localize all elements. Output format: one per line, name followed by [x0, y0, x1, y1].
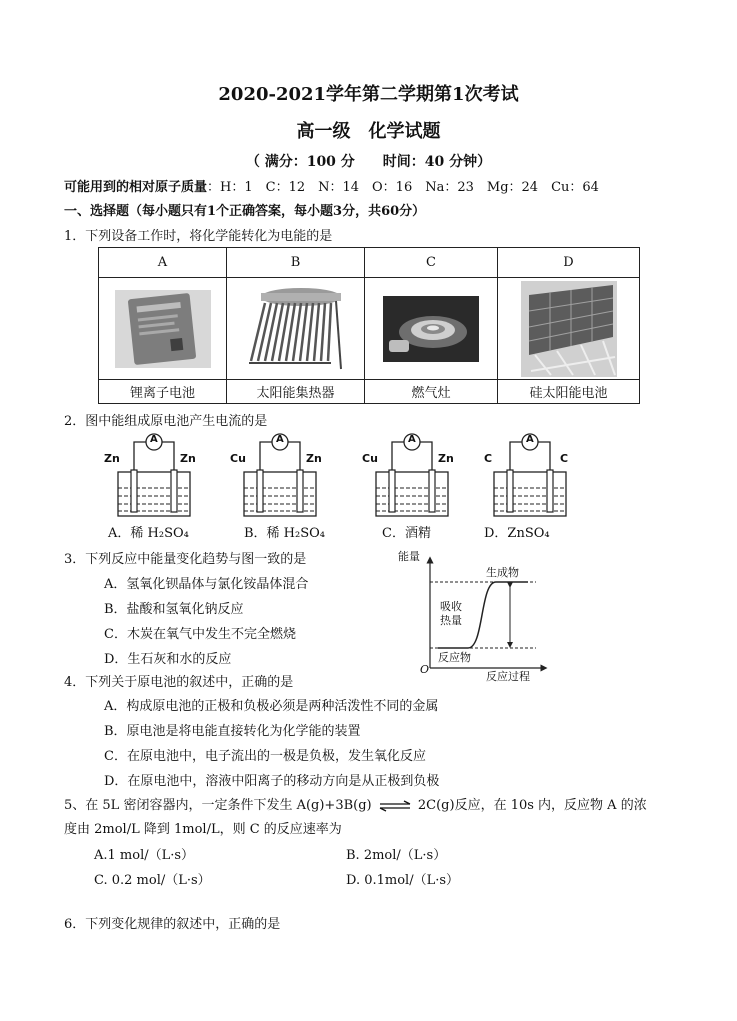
graph-reactant-label: 反应物	[438, 651, 471, 664]
cell-diagram-a	[104, 430, 204, 520]
energy-diagram	[398, 548, 548, 683]
electrode-left: Cu	[230, 452, 246, 465]
ammeter-label: A	[150, 434, 158, 445]
cell-caption-c: C．酒精	[382, 526, 431, 541]
q1-stem: 1．下列设备工作时，将化学能转化为电能的是	[64, 229, 333, 244]
electrode-right: C	[560, 452, 569, 465]
q1-device-name: 硅太阳能电池	[498, 380, 640, 404]
electrode-left: Zn	[104, 452, 120, 465]
cell-diagram-c	[362, 430, 462, 520]
q1-col-letter: A	[99, 248, 227, 278]
atomic-mass-values: ：H：1 C：12 N：14 O：16 Na：23 Mg：24 Cu：64	[207, 180, 599, 195]
q4-option-c: C．在原电池中，电子流出的一极是负极，发生氧化反应	[104, 749, 426, 764]
q1-device-name: 锂离子电池	[99, 380, 227, 404]
ammeter-label: A	[276, 434, 284, 445]
q1-col-letter: D	[498, 248, 640, 278]
cell-caption-d: D．ZnSO₄	[484, 526, 550, 541]
q2-stem: 2．图中能组成原电池产生电流的是	[64, 414, 268, 429]
graph-absorb-label-1: 吸收	[440, 600, 462, 613]
graph-absorb-label-2: 热量	[440, 614, 462, 627]
q3-option-b: B．盐酸和氢氧化钠反应	[104, 602, 244, 617]
solar-water-heater-image	[241, 285, 351, 373]
exam-info: （ 满分：100 分 时间：40 分钟）	[245, 154, 492, 170]
electrode-right: Zn	[438, 452, 454, 465]
lithium-battery-image	[115, 290, 211, 368]
q1-image-cell	[227, 278, 365, 380]
section-heading: 一、选择题（每小题只有1个正确答案，每小题3分，共60分）	[64, 204, 426, 219]
q5-stem-part1: 5、在 5L 密闭容器内，一定条件下发生 A(g)+3B(g)	[64, 798, 372, 813]
q1-image-cell	[99, 278, 227, 380]
electrode-left: Cu	[362, 452, 378, 465]
q5-option-a: A.1 mol/（L·s）	[94, 848, 195, 863]
atomic-mass-label: 可能用到的相对原子质量	[64, 180, 208, 195]
electrode-right: Zn	[180, 452, 196, 465]
ammeter-label: A	[526, 434, 534, 445]
q4-option-a: A．构成原电池的正极和负极必须是两种活泼性不同的金属	[104, 699, 439, 714]
q3-stem: 3．下列反应中能量变化趋势与图一致的是	[64, 552, 307, 567]
q3-option-d: D．生石灰和水的反应	[104, 652, 232, 667]
q1-image-cell	[365, 278, 498, 380]
graph-origin-label: O	[420, 663, 430, 676]
q1-device-name: 燃气灶	[365, 380, 498, 404]
q1-col-letter: C	[365, 248, 498, 278]
graph-product-label: 生成物	[486, 566, 519, 579]
electrode-right: Zn	[306, 452, 322, 465]
cell-diagram-b	[230, 430, 330, 520]
q4-option-d: D．在原电池中，溶液中阳离子的移动方向是从正极到负极	[104, 774, 440, 789]
exam-subtitle: 高一级 化学试题	[296, 121, 441, 142]
graph-y-label: 能量	[398, 550, 420, 563]
q5-stem-line1	[64, 794, 647, 813]
cell-caption-b: B．稀 H₂SO₄	[244, 526, 326, 541]
silicon-solar-panel-image	[521, 281, 617, 377]
equilibrium-arrows-icon	[378, 800, 412, 812]
q1-device-name: 太阳能集热器	[227, 380, 365, 404]
q1-image-cell	[498, 278, 640, 380]
q4-stem: 4．下列关于原电池的叙述中，正确的是	[64, 675, 294, 690]
atomic-mass-line	[64, 176, 599, 195]
q5-option-d: D. 0.1mol/（L·s）	[346, 873, 460, 888]
q5-option-c: C. 0.2 mol/（L·s）	[94, 873, 211, 888]
cell-diagram-d	[480, 430, 580, 520]
gas-stove-image	[383, 296, 479, 362]
q3-option-c: C．木炭在氧气中发生不完全燃烧	[104, 627, 296, 642]
q5-stem-part2: 2C(g)反应，在 10s 内，反应物 A 的浓	[417, 798, 647, 813]
q6-stem: 6．下列变化规律的叙述中，正确的是	[64, 917, 281, 932]
q5-option-b: B. 2mol/（L·s）	[346, 848, 447, 863]
q1-col-letter: B	[227, 248, 365, 278]
q1-table	[98, 247, 640, 404]
q3-option-a: A．氢氧化钡晶体与氯化铵晶体混合	[104, 577, 309, 592]
ammeter-label: A	[408, 434, 416, 445]
q4-option-b: B．原电池是将电能直接转化为化学能的装置	[104, 724, 361, 739]
electrode-left: C	[484, 452, 493, 465]
exam-title: 2020-2021学年第二学期第1次考试	[218, 84, 519, 105]
q5-stem-line2: 度由 2mol/L 降到 1mol/L，则 C 的反应速率为	[64, 822, 342, 837]
cell-caption-a: A．稀 H₂SO₄	[108, 526, 189, 541]
graph-x-label: 反应过程	[486, 670, 530, 683]
